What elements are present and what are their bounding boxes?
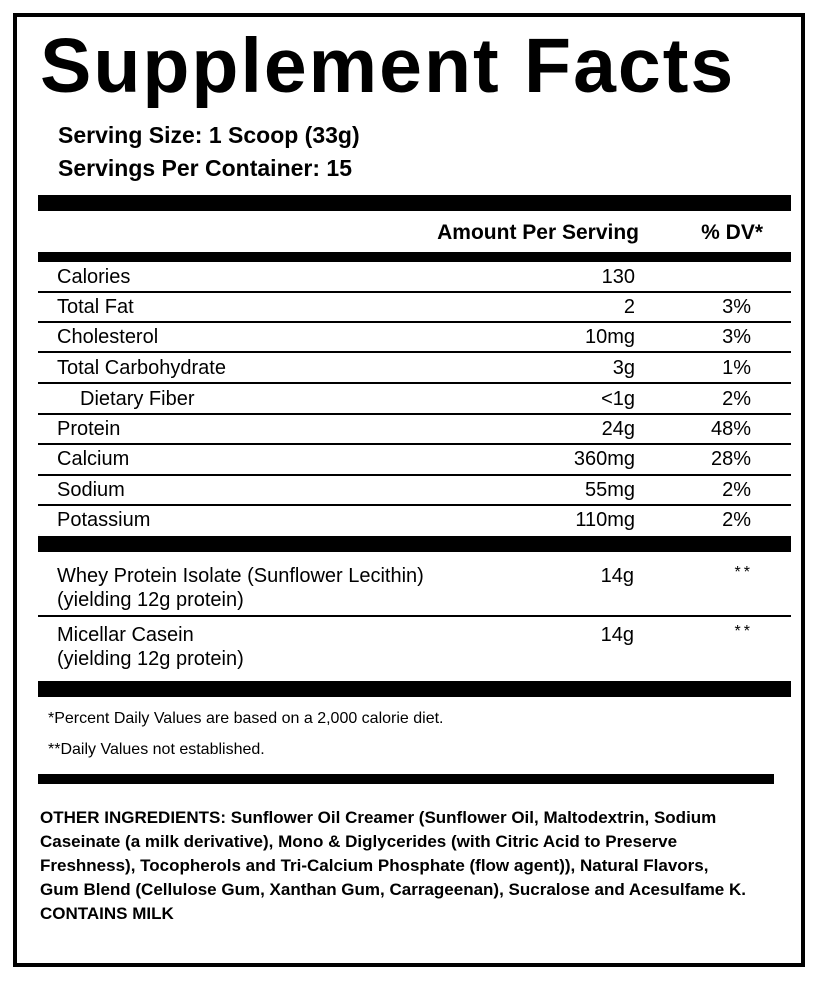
- dv-not-established-footnote: **Daily Values not established.: [48, 741, 265, 758]
- page-title: Supplement Facts: [40, 23, 736, 109]
- ingredients-line: Caseinate (a milk derivative), Mono & Diglycerides (with Citric Acid to Preserve: [40, 832, 678, 851]
- nutrient-row: [38, 263, 791, 293]
- row-divider: [38, 382, 791, 384]
- blend-ingredient: [57, 623, 244, 671]
- nutrient-label: Total Fat: [57, 296, 134, 318]
- row-divider: [38, 615, 791, 617]
- nutrient-dv: 2%: [722, 479, 751, 501]
- nutrient-dv: 1%: [722, 357, 751, 379]
- other-ingredients: [40, 806, 785, 926]
- blend-ingredient-name: Whey Protein Isolate (Sunflower Lecithin): [57, 565, 424, 587]
- nutrient-row: [38, 385, 791, 415]
- header-divider: [38, 252, 791, 262]
- blend-ingredient: [57, 564, 424, 612]
- blend-dv: **: [734, 623, 753, 640]
- ingredients-line: Gum Blend (Cellulose Gum, Xanthan Gum, Carrageenan), Sucralose and Acesulfame K.: [40, 880, 746, 899]
- nutrient-amount: 110mg: [575, 509, 635, 531]
- nutrient-label: Calories: [57, 266, 131, 288]
- nutrient-label: Dietary Fiber: [80, 388, 195, 410]
- dv-header: % DV*: [701, 221, 763, 244]
- nutrient-amount: 130: [601, 266, 635, 288]
- nutrient-amount: 10mg: [584, 326, 635, 348]
- nutrient-amount: 3g: [612, 357, 635, 379]
- nutrient-row: [38, 445, 791, 475]
- blend-ingredient-note: (yielding 12g protein): [57, 589, 244, 611]
- row-divider: [38, 351, 791, 353]
- nutrient-label: Potassium: [57, 509, 151, 531]
- blend-amount: 14g: [600, 565, 634, 587]
- thick-divider: [38, 536, 791, 552]
- nutrient-row: [38, 293, 791, 323]
- contains-milk: CONTAINS MILK: [40, 904, 174, 923]
- nutrient-label: Total Carbohydrate: [57, 357, 226, 379]
- nutrient-amount: 55mg: [584, 479, 635, 501]
- servings-per-container: Servings Per Container: 15: [58, 155, 352, 181]
- nutrient-dv: 2%: [722, 509, 751, 531]
- nutrient-row: [38, 354, 791, 384]
- nutrient-label: Protein: [57, 418, 121, 440]
- nutrient-amount: 2: [623, 296, 635, 318]
- blend-ingredient-name: Micellar Casein: [57, 624, 194, 646]
- nutrient-row: [38, 323, 791, 353]
- percent-dv-footnote: *Percent Daily Values are based on a 2,000 calorie diet.: [48, 710, 444, 727]
- thick-divider: [38, 681, 791, 697]
- amount-header: Amount Per Serving: [437, 221, 639, 244]
- footer-divider: [38, 774, 774, 784]
- ingredients-line: Freshness), Tocopherols and Tri-Calcium Phosphate (flow agent)), Natural Flavors,: [40, 856, 709, 875]
- blend-ingredient-note: (yielding 12g protein): [57, 648, 244, 670]
- nutrient-amount: 360mg: [573, 448, 635, 470]
- blend-dv: **: [734, 564, 753, 581]
- nutrient-row: [38, 476, 791, 506]
- nutrient-dv: 48%: [710, 418, 751, 440]
- nutrient-label: Sodium: [57, 479, 125, 501]
- ingredients-line: OTHER INGREDIENTS: Sunflower Oil Creamer (Sunflower Oil, Maltodextrin, Sodium: [40, 808, 717, 827]
- blend-amount: 14g: [600, 624, 634, 646]
- serving-size: Serving Size: 1 Scoop (33g): [58, 122, 360, 148]
- nutrient-label: Calcium: [57, 448, 130, 470]
- nutrient-amount: 24g: [601, 418, 635, 440]
- nutrient-dv: 3%: [722, 296, 751, 318]
- thick-divider: [38, 195, 791, 211]
- nutrient-label: Cholesterol: [57, 326, 159, 348]
- nutrient-row: [38, 506, 791, 536]
- nutrient-dv: 3%: [722, 326, 751, 348]
- nutrient-row: [38, 415, 791, 445]
- nutrient-amount: <1g: [601, 388, 635, 410]
- nutrient-dv: 2%: [722, 388, 751, 410]
- nutrient-dv: 28%: [710, 448, 751, 470]
